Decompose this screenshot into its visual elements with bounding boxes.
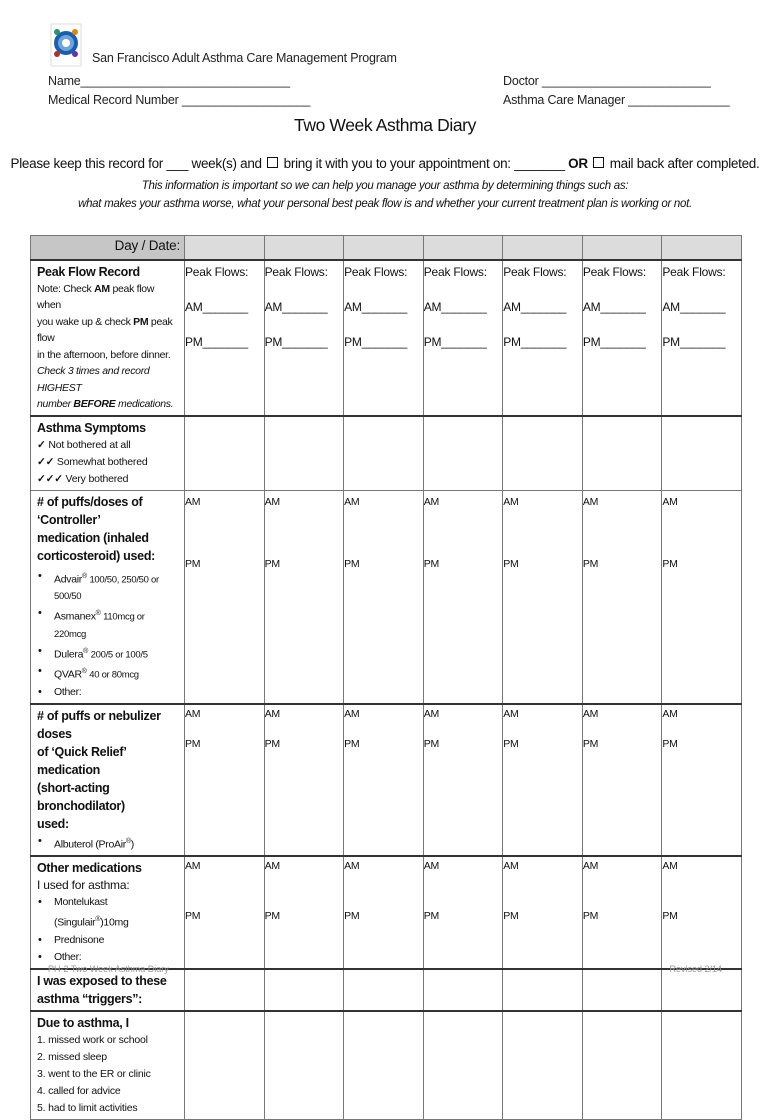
symptoms-cell[interactable] — [185, 416, 265, 491]
footer-form-id: PH-2 Two Week Asthma Diary — [48, 964, 169, 974]
other-med-other: • Other: — [54, 949, 178, 966]
day-date-cell[interactable] — [662, 236, 742, 260]
name-field[interactable]: Name_______________________________ — [48, 74, 290, 88]
medical-record-field[interactable]: Medical Record Number ___________________ — [48, 93, 311, 107]
controller-cell[interactable]: AM PM — [423, 490, 503, 704]
due-to-asthma-cell[interactable] — [662, 1011, 742, 1120]
peak-flow-cell[interactable]: Peak Flows: AM_______ PM_______ — [423, 260, 503, 416]
symptoms-cell[interactable] — [264, 416, 344, 491]
symptoms-cell[interactable] — [662, 416, 742, 491]
controller-cell[interactable]: AM PM — [582, 490, 662, 704]
controller-med-other: • Other: — [54, 684, 178, 701]
quick-relief-cell[interactable]: AM PM — [185, 704, 265, 857]
triggers-cell[interactable] — [582, 969, 662, 1011]
due-to-asthma-label-cell — [31, 1011, 185, 1120]
peak-flow-cell[interactable]: Peak Flows: AM_______ PM_______ — [582, 260, 662, 416]
quick-relief-label-cell — [31, 704, 185, 857]
symptom-level-1: ✓ Not bothered at all — [37, 438, 131, 451]
page-title: Two Week Asthma Diary — [294, 115, 476, 135]
info-line-1: This information is important so we can help you manage your asthma by determining things such as: — [141, 180, 629, 192]
quick-relief-med-albuterol: • Albuterol (ProAir®) — [54, 833, 178, 854]
day-date-cell[interactable] — [503, 236, 583, 260]
program-logo — [50, 23, 82, 67]
triggers-title: I was exposed to these asthma “triggers”: — [37, 973, 167, 1006]
day-date-cell[interactable] — [264, 236, 344, 260]
other-med-montelukast: • Montelukast (Singulair®)10mg — [54, 894, 178, 932]
symptoms-label-cell — [31, 416, 185, 491]
due-item-4: 4. called for advice — [37, 1084, 121, 1097]
quick-relief-row — [31, 704, 742, 857]
due-to-asthma-cell[interactable] — [344, 1011, 424, 1120]
controller-med-advair: • Advair® 100/50, 250/50 or 500/50 — [54, 568, 178, 606]
peak-flow-cell[interactable]: Peak Flows: AM_______ PM_______ — [344, 260, 424, 416]
due-item-1: 1. missed work or school — [37, 1033, 148, 1046]
quick-relief-title: # of puffs or nebulizer doses of ‘Quick Relief’ medication (short-acting bronchodilator) used: — [37, 708, 161, 831]
other-meds-cell[interactable]: AM PM — [503, 856, 583, 969]
controller-med-qvar: • QVAR® 40 or 80mcg — [54, 663, 178, 684]
other-meds-cell[interactable]: AM PM — [185, 856, 265, 969]
diary-table — [30, 235, 742, 1120]
other-meds-label-cell — [31, 856, 185, 969]
day-date-row — [31, 236, 742, 260]
controller-row — [31, 490, 742, 704]
symptoms-title: Asthma Symptoms — [37, 420, 146, 435]
instructions-line — [0, 156, 770, 171]
info-line-2: what makes your asthma worse, what your personal best peak flow is and whether your current treatment plan is working or not. — [78, 198, 692, 210]
due-to-asthma-cell[interactable] — [264, 1011, 344, 1120]
quick-relief-cell[interactable]: AM PM — [344, 704, 424, 857]
program-name: San Francisco Adult Asthma Care Management Program — [92, 51, 397, 65]
controller-cell[interactable]: AM PM — [185, 490, 265, 704]
controller-label-cell — [31, 490, 185, 704]
quick-relief-cell[interactable]: AM PM — [582, 704, 662, 857]
triggers-cell[interactable] — [344, 969, 424, 1011]
instructions-or: OR — [568, 156, 588, 171]
mail-checkbox[interactable] — [593, 157, 604, 168]
due-item-2: 2. missed sleep — [37, 1050, 107, 1063]
due-item-3: 3. went to the ER or clinic — [37, 1067, 151, 1080]
symptoms-cell[interactable] — [344, 416, 424, 491]
symptom-level-2: ✓✓ Somewhat bothered — [37, 455, 148, 468]
triggers-label-cell — [31, 969, 185, 1011]
controller-med-list — [37, 568, 178, 701]
other-meds-cell[interactable]: AM PM — [264, 856, 344, 969]
other-meds-cell[interactable]: AM PM — [423, 856, 503, 969]
due-to-asthma-cell[interactable] — [185, 1011, 265, 1120]
other-meds-subtitle: I used for asthma: — [37, 878, 130, 892]
peak-flow-cell[interactable]: Peak Flows: AM_______ PM_______ — [662, 260, 742, 416]
other-meds-list — [37, 894, 178, 966]
quick-relief-cell[interactable]: AM PM — [264, 704, 344, 857]
other-meds-title: Other medications — [37, 861, 142, 875]
day-date-cell[interactable] — [344, 236, 424, 260]
controller-cell[interactable]: AM PM — [264, 490, 344, 704]
triggers-row — [31, 969, 742, 1011]
peak-flow-label-cell — [31, 260, 185, 416]
triggers-cell[interactable] — [423, 969, 503, 1011]
triggers-cell[interactable] — [264, 969, 344, 1011]
day-date-cell[interactable] — [185, 236, 265, 260]
footer-revision: Revised 2/14 — [669, 964, 722, 974]
triggers-cell[interactable] — [662, 969, 742, 1011]
quick-relief-cell[interactable]: AM PM — [662, 704, 742, 857]
peak-flow-row — [31, 260, 742, 416]
instructions-text-3: mail back after completed. — [609, 156, 760, 171]
symptoms-cell[interactable] — [582, 416, 662, 491]
quick-relief-med-list — [37, 833, 178, 854]
symptoms-cell[interactable] — [503, 416, 583, 491]
triggers-cell[interactable] — [503, 969, 583, 1011]
controller-title: # of puffs/doses of ‘Controller’ medication (inhaled corticosteroid) used: — [37, 494, 156, 563]
symptom-level-3: ✓✓✓ Very bothered — [37, 472, 129, 485]
quick-relief-cell[interactable]: AM PM — [423, 704, 503, 857]
peak-flow-title: Peak Flow Record — [37, 264, 140, 279]
due-to-asthma-cell[interactable] — [582, 1011, 662, 1120]
peak-flow-note: Note: Check AM peak flow when you wake up & check PM peak flow in the afternoon, before dinner. Check 3 times and record HIGHEST number BEFORE medications. — [37, 282, 174, 410]
due-to-asthma-title: Due to asthma, I — [37, 1015, 129, 1030]
peak-flow-cell[interactable]: Peak Flows: AM_______ PM_______ — [185, 260, 265, 416]
due-to-asthma-row — [31, 1011, 742, 1120]
asthma-care-manager-field[interactable]: Asthma Care Manager _______________ — [503, 93, 730, 107]
other-meds-cell[interactable]: AM PM — [582, 856, 662, 969]
instructions-text-1: Please keep this record for ___ week(s) and — [10, 156, 262, 171]
symptoms-row — [31, 416, 742, 491]
instructions-text-2: bring it with you to your appointment on: _______ — [283, 156, 565, 171]
other-meds-row — [31, 856, 742, 969]
peak-flow-cell[interactable]: Peak Flows: AM_______ PM_______ — [264, 260, 344, 416]
other-med-prednisone: • Prednisone — [54, 932, 178, 949]
peak-flow-cell[interactable]: Peak Flows: AM_______ PM_______ — [503, 260, 583, 416]
controller-med-dulera: • Dulera® 200/5 or 100/5 — [54, 643, 178, 664]
controller-med-asmanex: • Asmanex® 110mcg or 220mcg — [54, 605, 178, 643]
triggers-cell[interactable] — [185, 969, 265, 1011]
day-date-cell[interactable] — [423, 236, 503, 260]
due-to-asthma-cell[interactable] — [423, 1011, 503, 1120]
due-item-5: 5. had to limit activities — [37, 1101, 138, 1114]
day-date-cell[interactable] — [582, 236, 662, 260]
due-to-asthma-cell[interactable] — [503, 1011, 583, 1120]
other-meds-cell[interactable]: AM PM — [344, 856, 424, 969]
bring-checkbox[interactable] — [267, 157, 278, 168]
symptoms-cell[interactable] — [423, 416, 503, 491]
day-date-label: Day / Date: — [31, 236, 185, 260]
other-meds-cell[interactable]: AM PM — [662, 856, 742, 969]
controller-cell[interactable]: AM PM — [344, 490, 424, 704]
doctor-field[interactable]: Doctor _________________________ — [503, 74, 711, 88]
controller-cell[interactable]: AM PM — [662, 490, 742, 704]
controller-cell[interactable]: AM PM — [503, 490, 583, 704]
quick-relief-cell[interactable]: AM PM — [503, 704, 583, 857]
